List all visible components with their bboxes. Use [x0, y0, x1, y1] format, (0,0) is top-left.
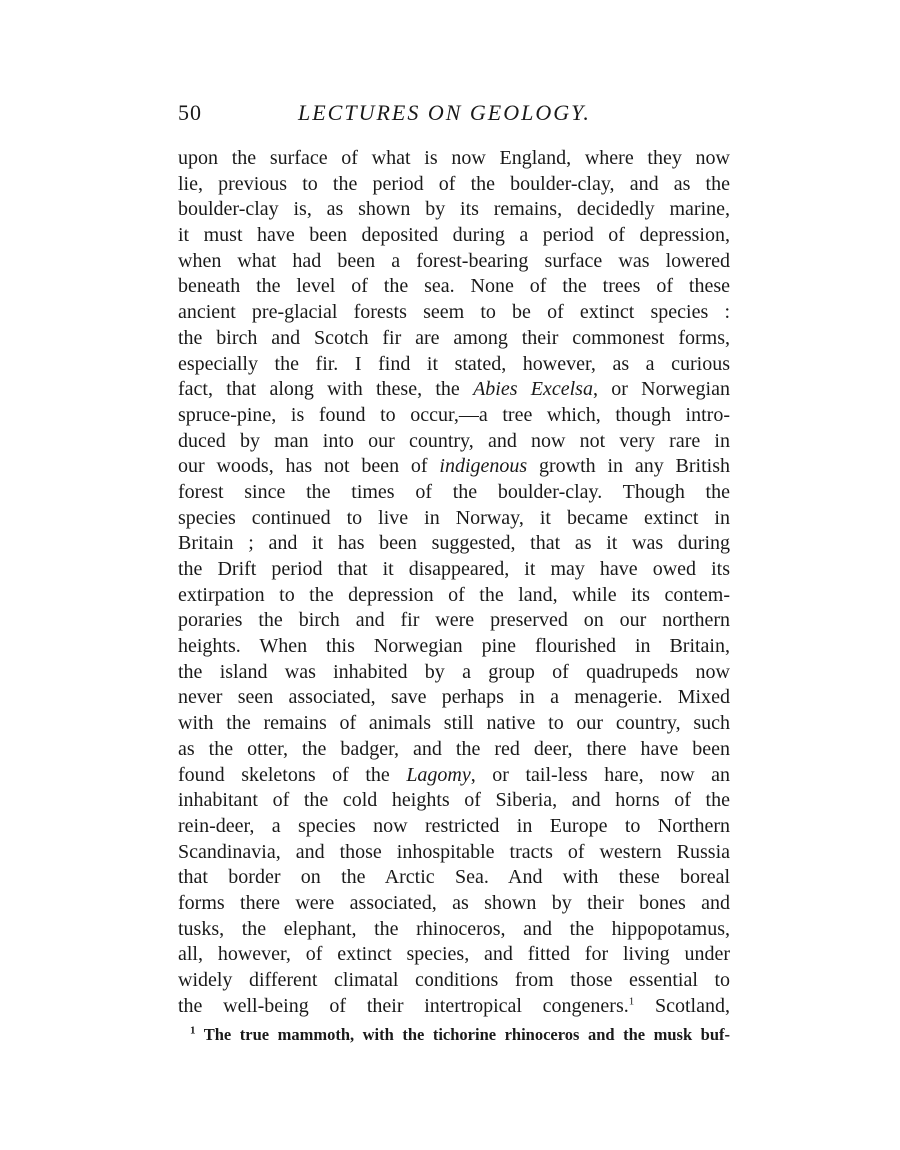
running-title: LECTURES ON GEOLOGY. [298, 100, 591, 125]
text-line-end: growth in any British [527, 455, 730, 478]
body-text [178, 146, 730, 1019]
italic-term: Abies Excelsa [473, 378, 593, 401]
italic-term: Lagomy [406, 763, 471, 786]
text-line: as the otter, the badger, and the red deer, there have been [178, 737, 730, 760]
footnote-reference: 1 [628, 995, 635, 1008]
text-line: spruce-pine, is found to occur,—a tree which, though intro- [178, 403, 730, 426]
text-line: Scandinavia, and those inhospitable tracts of western Russia [178, 840, 730, 863]
text-line: boulder-clay is, as shown by its remains, decidedly marine, [178, 198, 730, 221]
text-line: inhabitant of the cold heights of Siberia, and horns of the [178, 789, 730, 812]
footnote-marker: 1 [190, 1024, 196, 1037]
footnote-text: The true mammoth, with the tichorine rhinoceros and the musk buf- [195, 1025, 730, 1044]
text-line: never seen associated, save perhaps in a menagerie. Mixed [178, 686, 730, 709]
text-line: that border on the Arctic Sea. And with these boreal [178, 866, 730, 889]
text-line: the birch and Scotch fir are among their commonest forms, [178, 326, 730, 349]
text-line-end: Scotland, [634, 994, 730, 1017]
text-line: tusks, the elephant, the rhinoceros, and the hippopotamus, [178, 917, 730, 940]
text-line [178, 763, 730, 789]
text-line: beneath the level of the sea. None of the trees of these [178, 275, 730, 298]
text-line-start: our woods, has not been of [178, 455, 440, 478]
footnote [178, 1024, 730, 1046]
text-line: species continued to live in Norway, it became extinct in [178, 506, 730, 529]
text-line: duced by man into our country, and now not very rare in [178, 429, 730, 452]
text-line: the Drift period that it disappeared, it may have owed its [178, 558, 730, 580]
text-line [178, 994, 730, 1020]
text-line: it must have been deposited during a period of depression, [178, 224, 730, 247]
text-line [178, 377, 730, 403]
running-head [178, 100, 730, 134]
footnote-line [178, 1024, 730, 1046]
text-line: when what had been a forest-bearing surface was lowered [178, 249, 730, 272]
italic-term: indigenous [439, 455, 528, 478]
text-line: lie, previous to the period of the boulder-clay, and as the [178, 172, 730, 195]
text-line-end: , or Norwegian [592, 378, 730, 401]
text-line: with the remains of animals still native to our country, such [178, 712, 730, 735]
text-line: forest since the times of the boulder-clay. Though the [178, 480, 730, 503]
text-line: especially the fir. I find it stated, however, as a curious [178, 352, 730, 375]
text-line: Britain ; and it has been suggested, that as it was during [178, 532, 730, 555]
text-line: forms there were associated, as shown by their bones and [178, 891, 730, 914]
text-line: ancient pre-glacial forests seem to be of extinct species : [178, 301, 730, 324]
text-line [178, 454, 730, 480]
text-line-start: fact, that along with these, the [178, 378, 474, 401]
text-line: heights. When this Norwegian pine flourished in Britain, [178, 635, 730, 658]
text-line: upon the surface of what is now England, where they now [178, 147, 730, 169]
text-line: rein-deer, a species now restricted in Europe to Northern [178, 814, 730, 837]
text-line: the island was inhabited by a group of quadrupeds now [178, 660, 730, 683]
text-line-start: the well-being of their intertropical congeners. [178, 994, 629, 1017]
text-line-end: , or tail-less hare, now an [470, 763, 731, 786]
text-line: poraries the birch and fir were preserved on our northern [178, 609, 730, 632]
page-number: 50 [178, 100, 202, 125]
text-line: all, however, of extinct species, and fitted for living under [178, 943, 730, 966]
text-line-start: found skeletons of the [178, 763, 407, 786]
text-line: widely different climatal conditions from those essential to [178, 969, 730, 991]
text-line: extirpation to the depression of the land, while its contem- [178, 583, 730, 606]
